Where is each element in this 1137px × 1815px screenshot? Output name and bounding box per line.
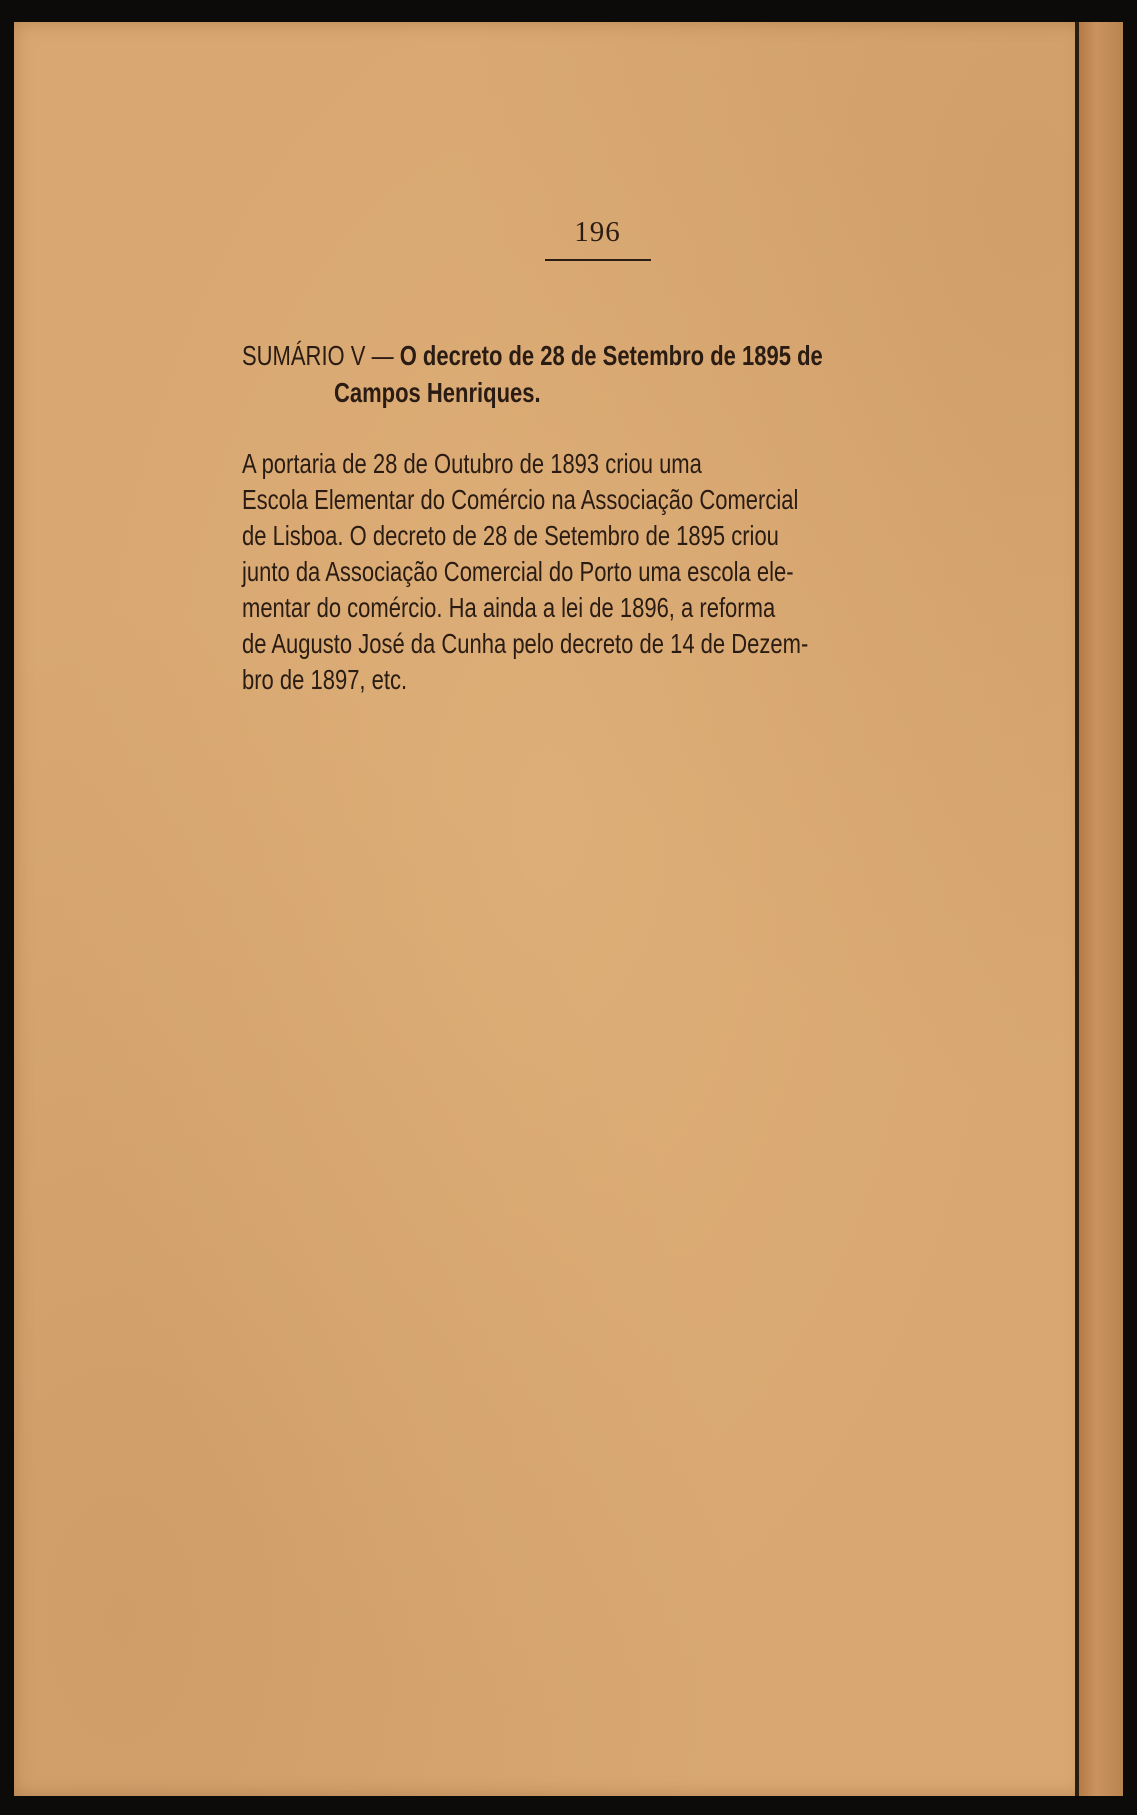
summary-title-line2: Campos Henriques. bbox=[334, 377, 541, 408]
book-page bbox=[14, 22, 1084, 1796]
paragraph-line: bro de 1897, etc. bbox=[242, 664, 408, 695]
paragraph-line: Escola Elementar do Comércio na Associação Comercial bbox=[242, 484, 799, 515]
page-number: 196 bbox=[574, 216, 621, 248]
adjacent-page-edge bbox=[1079, 22, 1123, 1796]
summary-title-line1: O decreto de 28 de Setembro de 1895 de bbox=[399, 340, 823, 371]
summary-heading bbox=[242, 338, 823, 374]
paragraph-line: A portaria de 28 de Outubro de 1893 criou uma bbox=[242, 448, 702, 479]
paragraph-line: de Augusto José da Cunha pelo decreto de 14 de Dezem- bbox=[242, 628, 809, 659]
paragraph-line: mentar do comércio. Ha ainda a lei de 1896, a reforma bbox=[242, 592, 776, 623]
page-number-rule bbox=[545, 259, 651, 261]
summary-label: SUMÁRIO V — bbox=[242, 340, 400, 371]
paragraph-line: de Lisboa. O decreto de 28 de Setembro de 1895 criou bbox=[242, 520, 779, 551]
paragraph-line: junto da Associação Comercial do Porto uma escola ele- bbox=[242, 556, 794, 587]
scan-border bbox=[1123, 0, 1137, 1815]
